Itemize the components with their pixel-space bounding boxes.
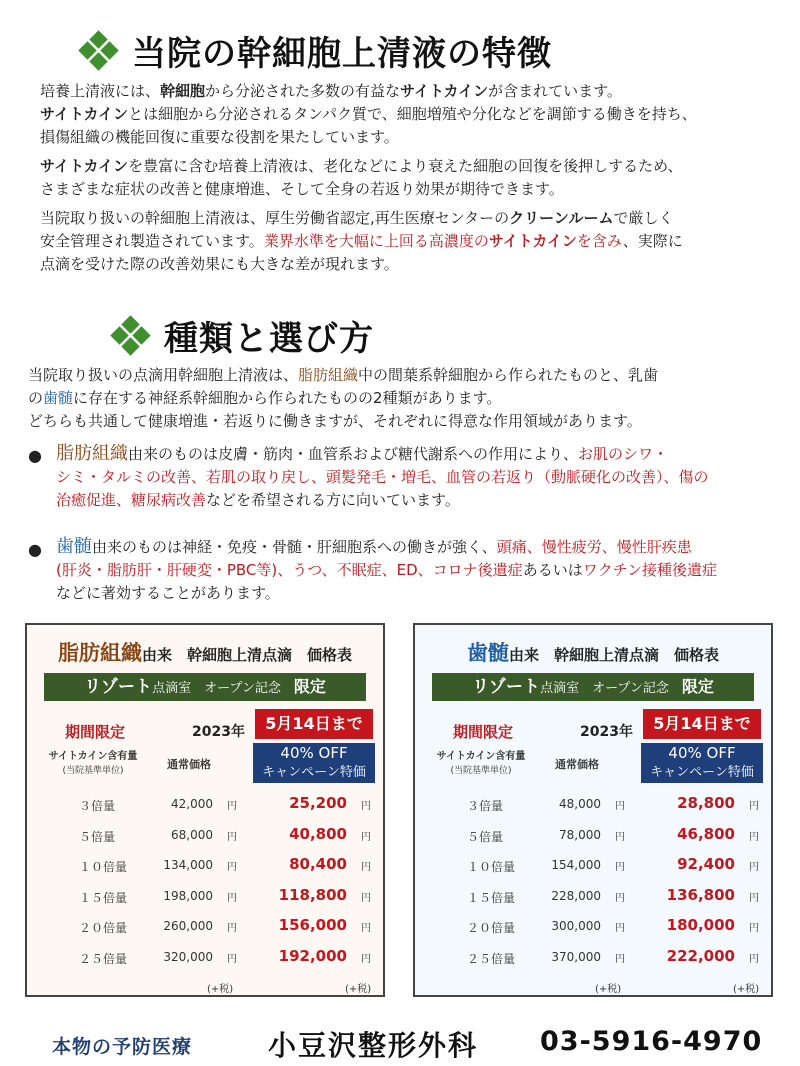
yen-unit: 円 <box>227 862 237 873</box>
table-row <box>415 942 771 972</box>
discount-rate: 40% OFF <box>280 744 348 762</box>
discount-rate: 40% OFF <box>668 744 736 762</box>
table-row <box>27 820 383 850</box>
table-row <box>415 789 771 819</box>
table-row <box>27 789 383 819</box>
text-run: などに著効することがあります。 <box>56 584 280 602</box>
yen-unit: 円 <box>227 953 237 965</box>
phone-number[interactable]: 03-5916-4970 <box>540 1026 763 1057</box>
types-paragraph <box>28 364 788 433</box>
yen-unit: 円 <box>615 862 625 873</box>
text-run: 歯髄 <box>43 389 74 407</box>
yen-unit: 円 <box>615 892 625 904</box>
text-run: (肝炎・脂肪肝・肝硬変・PBC等)、うつ、不眠症、ED、コロナ後遺症 <box>56 561 523 579</box>
text-run: 脂肪組織 <box>298 366 359 384</box>
yen-unit: 円 <box>361 831 371 843</box>
text-run: サイトカイン <box>488 232 577 250</box>
limited-period-label: 期間限定 <box>65 723 126 741</box>
text-run: 業界水準を大幅に上回る高濃度の <box>263 232 489 250</box>
table-row <box>415 881 771 911</box>
discount-label: キャンペーン特価 <box>650 765 754 780</box>
table-row <box>27 881 383 911</box>
features-paragraph-1 <box>40 80 780 149</box>
yen-unit: 円 <box>361 862 371 873</box>
clinic-name: 小豆沢整形外科 <box>268 1029 479 1062</box>
row-amount: １５倍量 <box>79 890 128 905</box>
campaign-year: 2023年 <box>580 724 633 740</box>
diamond-bullet-icon <box>80 32 118 70</box>
banner-main: リゾート <box>472 677 541 697</box>
text-run: サイトカイン <box>400 82 489 100</box>
campaign-end-date: 5月14日まで <box>255 709 373 739</box>
row-campaign-price: 40,800 <box>289 824 347 843</box>
row-amount: ２０倍量 <box>467 921 516 935</box>
row-regular-price: 228,000 <box>551 888 601 903</box>
yen-unit: 円 <box>615 953 625 965</box>
text-run: 由来のものは皮膚・筋肉・血管系および糖代謝系への作用により、 <box>128 445 579 463</box>
text-run: の <box>28 389 44 407</box>
price-table-fat <box>25 623 385 997</box>
text-run: 当院取り扱いの幹細胞上清液は、厚生労働省認定,再生医療センターの <box>40 209 510 227</box>
table-title-rest: 由来 幹細胞上清点滴 価格表 <box>508 646 719 664</box>
table-title <box>27 637 383 667</box>
row-amount: １０倍量 <box>79 860 128 874</box>
yen-unit: 円 <box>615 801 625 812</box>
row-amount: ５倍量 <box>79 829 116 844</box>
row-regular-price: 198,000 <box>163 888 213 903</box>
table-title-source: 歯髄 <box>466 641 509 665</box>
yen-unit: 円 <box>361 953 371 965</box>
text-run: どちらも共通して健康増進・若返りに働きますが、それぞれに得意な作用領域があります。 <box>28 412 642 430</box>
text-run: 培養上清液には、 <box>40 82 161 100</box>
table-row <box>415 911 771 941</box>
yen-unit: 円 <box>361 923 371 934</box>
table-row <box>415 820 771 850</box>
text-run: 損傷組織の機能回復に重要な役割を果たしています。 <box>40 128 399 146</box>
yen-unit: 円 <box>749 892 759 904</box>
text-run: 由来のものは神経・免疫・骨髄・肝細胞系への働きが強く、 <box>92 538 497 556</box>
banner-sub: 点滴室 オープン記念 <box>540 681 669 696</box>
discount-label: キャンペーン特価 <box>262 765 366 780</box>
row-regular-price: 300,000 <box>551 919 601 933</box>
table-row <box>27 942 383 972</box>
footer <box>0 1018 800 1066</box>
text-run: を豊富に含む培養上清液は、老化などにより衰えた細胞の回復を後押しするため、 <box>128 157 683 175</box>
campaign-banner <box>432 673 754 701</box>
discount-header <box>641 743 763 783</box>
text-run: さまざまな症状の改善と健康増進、そして全身の若返り効果が期待できます。 <box>40 180 564 198</box>
features-paragraph-2 <box>40 155 780 201</box>
row-regular-price: 68,000 <box>171 827 213 842</box>
text-run: 脂肪組織 <box>56 443 128 464</box>
row-campaign-price: 192,000 <box>278 946 347 965</box>
text-run: で厳しく <box>613 209 674 227</box>
row-campaign-price: 46,800 <box>677 824 735 843</box>
row-amount: １０倍量 <box>467 860 516 874</box>
table-title-source: 脂肪組織 <box>57 641 142 665</box>
row-regular-price: 370,000 <box>551 949 601 964</box>
yen-unit: 円 <box>749 862 759 873</box>
diamond-bullet-icon <box>112 317 150 355</box>
table-title-rest: 由来 幹細胞上清点滴 価格表 <box>141 646 352 664</box>
row-campaign-price: 136,800 <box>666 885 735 904</box>
row-campaign-price: 118,800 <box>278 885 347 904</box>
text-run: お肌のシワ・ <box>578 445 669 463</box>
section-title-features <box>80 26 552 75</box>
text-run: などを希望される方に向いています。 <box>206 491 460 509</box>
yen-unit: 円 <box>227 892 237 904</box>
banner-sub: 点滴室 オープン記念 <box>152 681 281 696</box>
campaign-end-date: 5月14日まで <box>643 709 761 739</box>
discount-header <box>253 743 375 783</box>
row-regular-price: 154,000 <box>551 858 601 872</box>
yen-unit: 円 <box>749 831 759 843</box>
tax-note-regular: (+税) <box>595 984 622 995</box>
row-amount: ２０倍量 <box>79 921 128 935</box>
text-run: あるいは <box>522 561 583 579</box>
text-run: 点滴を受けた際の改善効果にも大きな差が現れます。 <box>40 255 399 273</box>
bullet-icon: ● <box>28 540 42 559</box>
row-campaign-price: 156,000 <box>278 916 347 934</box>
row-campaign-price: 28,800 <box>677 794 735 812</box>
table-row <box>27 911 383 941</box>
content-header-sub: (当院基準単位) <box>62 766 124 776</box>
row-amount: ５倍量 <box>467 829 504 844</box>
content-header-main: サイトカイン含有量 <box>48 751 138 762</box>
row-regular-price: 320,000 <box>163 949 213 964</box>
column-header-content <box>41 749 145 779</box>
row-regular-price: 48,000 <box>559 797 601 811</box>
yen-unit: 円 <box>749 953 759 965</box>
text-run: 頭痛、慢性疲労、慢性肝疾患 <box>496 538 692 556</box>
text-run: が含まれています。 <box>488 82 622 100</box>
pulp-derived-description <box>56 535 786 605</box>
yen-unit: 円 <box>749 801 759 812</box>
row-campaign-price: 92,400 <box>677 855 735 873</box>
table-row <box>27 850 383 880</box>
text-run: から分泌された多数の有益な <box>205 82 401 100</box>
price-table-pulp <box>413 623 773 997</box>
row-campaign-price: 25,200 <box>289 794 347 812</box>
banner-main: リゾート <box>84 677 153 697</box>
limited-period-label: 期間限定 <box>453 723 514 741</box>
table-title <box>415 637 771 667</box>
text-run: クリーンルーム <box>509 209 614 227</box>
banner-tag: 限定 <box>681 677 714 696</box>
text-run: サイトカイン <box>40 157 129 175</box>
text-run: サイトカイン <box>40 105 129 123</box>
text-run: 中の間葉系幹細胞から作られたものと、乳歯 <box>358 366 659 384</box>
yen-unit: 円 <box>361 892 371 904</box>
yen-unit: 円 <box>615 923 625 934</box>
text-run: を含み <box>576 232 623 250</box>
row-regular-price: 78,000 <box>559 827 601 842</box>
column-header-regular: 通常価格 <box>555 758 599 771</box>
campaign-banner <box>44 673 366 701</box>
banner-tag: 限定 <box>293 677 326 696</box>
content-header-main: サイトカイン含有量 <box>436 751 526 762</box>
text-run: 幹細胞 <box>160 82 206 100</box>
tax-note-campaign: (+税) <box>733 984 760 995</box>
features-paragraph-3 <box>40 207 780 276</box>
text-run: シミ・タルミの改善、若肌の取り戻し、頭髪発毛・増毛、血管の若返り（動脈硬化の改善）、傷の <box>56 468 709 486</box>
text-run: ワクチン接種後遺症 <box>582 561 717 579</box>
section-title-text: 種類と選び方 <box>164 319 374 359</box>
bullet-icon: ● <box>28 446 42 465</box>
row-amount: ２５倍量 <box>467 951 516 966</box>
yen-unit: 円 <box>615 831 625 843</box>
fat-derived-description <box>56 442 786 512</box>
section-title-types <box>112 311 374 360</box>
footer-slogan: 本物の予防医療 <box>52 1036 193 1058</box>
row-campaign-price: 222,000 <box>666 946 735 965</box>
yen-unit: 円 <box>227 923 237 934</box>
text-run: 当院取り扱いの点滴用幹細胞上清液は、 <box>28 366 299 384</box>
content-header-sub: (当院基準単位) <box>450 766 512 776</box>
tax-note-campaign: (+税) <box>345 984 372 995</box>
yen-unit: 円 <box>749 923 759 934</box>
row-regular-price: 134,000 <box>163 858 213 872</box>
row-regular-price: 260,000 <box>163 919 213 933</box>
row-amount: ２５倍量 <box>79 951 128 966</box>
row-amount: ３倍量 <box>467 799 504 813</box>
text-run: に存在する神経系幹細胞から作られたものの2種類があります。 <box>73 389 502 407</box>
column-header-content <box>429 749 533 779</box>
row-regular-price: 42,000 <box>171 797 213 811</box>
text-run: 治癒促進、糖尿病改善 <box>56 491 207 509</box>
row-campaign-price: 180,000 <box>666 916 735 934</box>
tax-note-regular: (+税) <box>207 984 234 995</box>
section-title-text: 当院の幹細胞上清液の特徴 <box>132 34 552 74</box>
yen-unit: 円 <box>227 801 237 812</box>
table-row <box>415 850 771 880</box>
yen-unit: 円 <box>227 831 237 843</box>
column-header-regular: 通常価格 <box>167 758 211 771</box>
yen-unit: 円 <box>361 801 371 812</box>
row-amount: ３倍量 <box>79 799 116 813</box>
text-run: 安全管理され製造されています。 <box>40 232 264 250</box>
row-amount: １５倍量 <box>467 890 516 905</box>
text-run: とは細胞から分泌されるタンパク質で、細胞増殖や分化などを調節する働きを持ち、 <box>128 105 697 123</box>
text-run: 、実際に <box>622 232 683 250</box>
text-run: 歯髄 <box>56 536 92 557</box>
campaign-year: 2023年 <box>192 724 245 740</box>
row-campaign-price: 80,400 <box>289 855 347 873</box>
